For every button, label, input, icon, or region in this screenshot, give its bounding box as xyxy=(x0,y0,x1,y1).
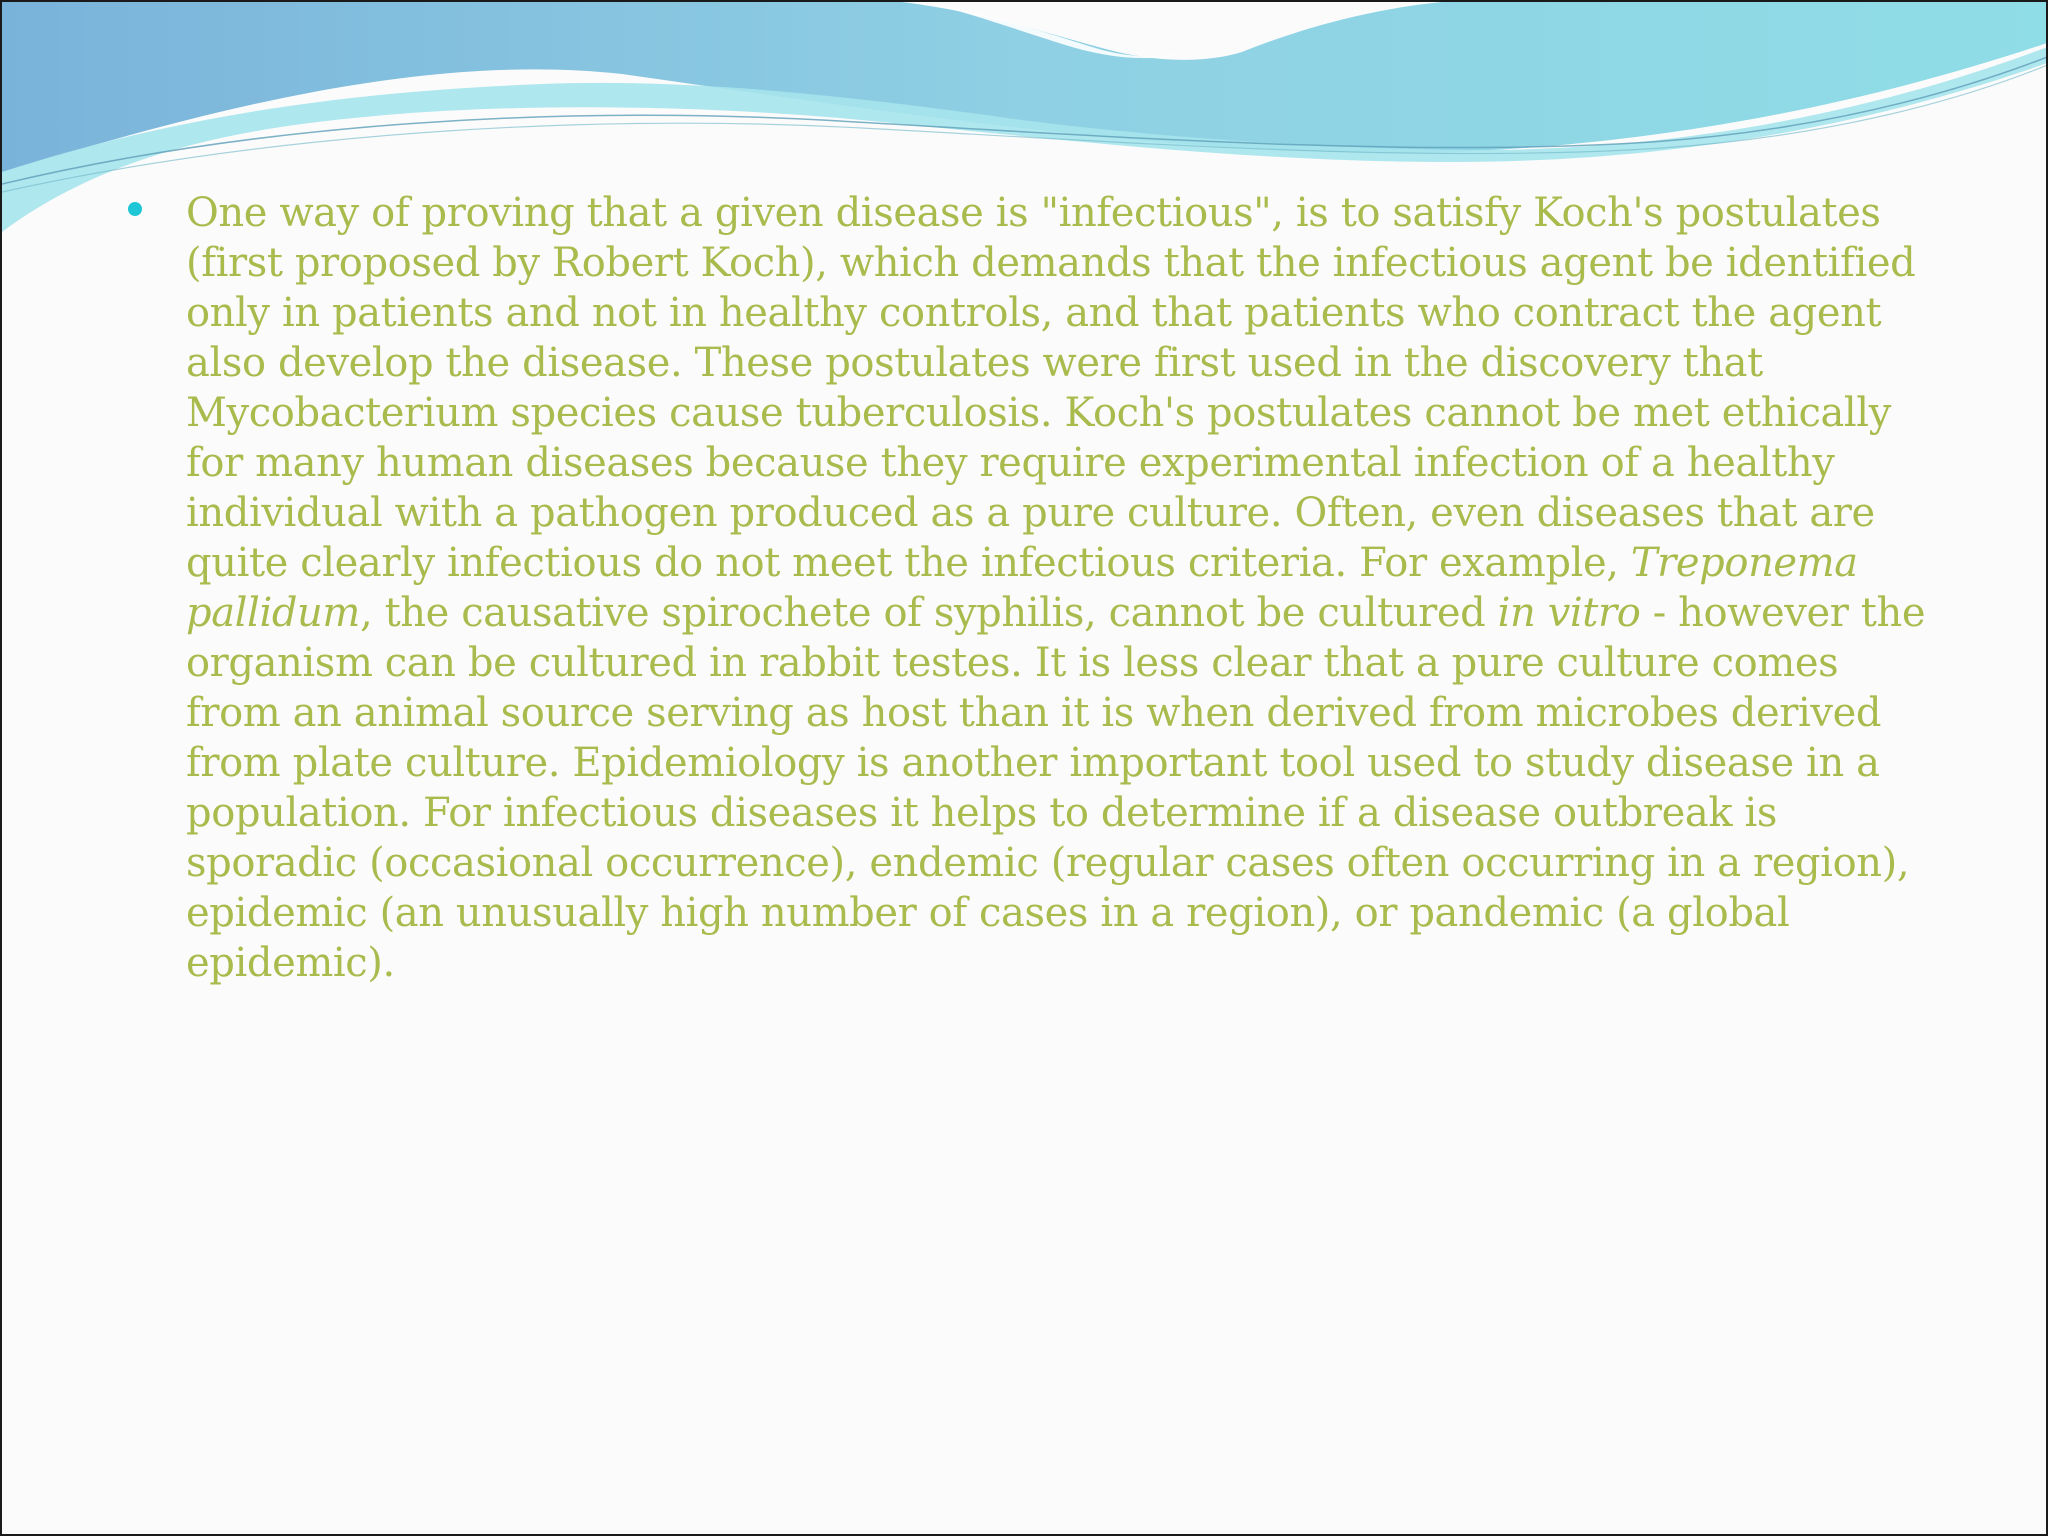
bullet-text-species-italic: Treponema pallidum xyxy=(186,540,1858,636)
bullet-text-part-1: One way of proving that a given disease is "infectious", is to satisfy Koch's postulates (first proposed by Robert Koch), which demands that the infectious agent be identified only in patients and not in healthy controls, and that patients who contract the agent also develop the disease. These postulates were first used in the discovery that Mycobacterium species cause tuberculosis. Koch's postulates cannot be met ethically for many human diseases because they require experimental infection of a healthy individual with a pathogen produced as a pure culture. Often, even diseases that are quite clearly infectious do not meet the infectious criteria. For example, xyxy=(186,190,1916,586)
bullet-text-part-3: - however the organism can be cultured in rabbit testes. It is less clear that a pure culture comes from an animal source serving as host than it is when derived from microbes derived from plate culture. Epidemiology is another important tool used to study disease in a population. For infectious diseases it helps to determine if a disease outbreak is sporadic (occasional occurrence), endemic (regular cases often occurring in a region), epidemic (an unusually high number of cases in a region), or pandemic (a global epidemic). xyxy=(186,590,1926,986)
bullet-paragraph xyxy=(186,188,1940,988)
bullet-text-part-2: , the causative spirochete of syphilis, cannot be cultured xyxy=(359,590,1498,636)
bullet-text-in-vitro-italic: in vitro xyxy=(1497,590,1641,636)
bullet-dot-icon xyxy=(128,202,142,216)
bullet-item xyxy=(120,188,1940,988)
slide-content xyxy=(120,188,1940,988)
